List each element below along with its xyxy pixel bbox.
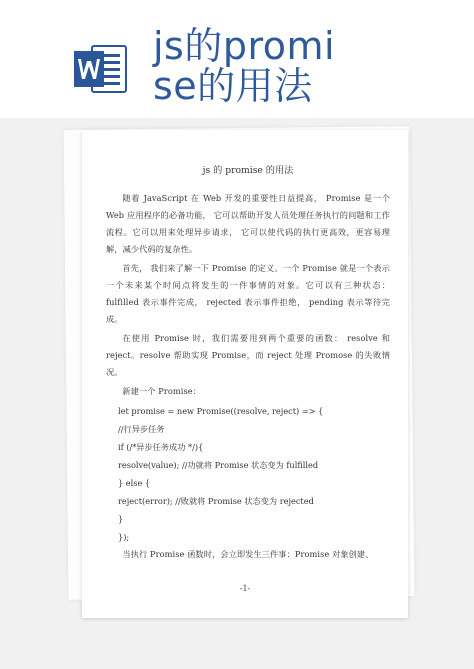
code-line: resolve(value); //功就将 Promise 状态变为 fulfilled — [118, 460, 319, 470]
code-line: } — [118, 514, 124, 524]
paragraph: 首先， 我们来了解一下 Promise 的定义。一个 Promise 就是一个表示一个未来某个时间点将发生的一件事情的对象。它可以有三种状态： fulfilled 表示事件完成， rejected 表示事件拒绝， pending 表示等待完成。 — [106, 263, 390, 324]
code-line: } else { — [118, 478, 151, 488]
page-content — [106, 150, 390, 565]
document-title-line-1: js的promi — [153, 24, 336, 68]
code-line: //行异步任务 — [118, 424, 165, 434]
paragraph: 随着 JavaScript 在 Web 开发的重要性日益提高， Promise 是一个 Web 应用程序的必备功能， 它可以帮助开发人员处理任务执行的问题和工作流程。它可以用来处理异步请求， 它可以使代码的执行更高效，更容易理解，减少代码的复杂性。 — [106, 193, 390, 254]
paragraph: 当执行 Promise 函数时，会立即发生三件事：Promise 对象创建、 — [122, 549, 374, 559]
code-line: reject(error); //败就将 Promise 状态变为 rejected — [118, 496, 314, 506]
paragraph: 在使用 Promise 时，我们需要用到两个重要的函数： resolve 和 reject。resolve 帮助实现 Promise，而 reject 处理 Promose 的失败情况。 — [106, 333, 390, 377]
page-number: -1- — [239, 584, 251, 593]
word-icon — [72, 44, 128, 94]
paragraph: 新建一个 Promise： — [122, 386, 202, 396]
page-heading: js 的 promise 的用法 — [202, 165, 294, 176]
document-page — [82, 130, 408, 618]
document-title-line-2: se的用法 — [153, 64, 313, 108]
code-line: if (/*异步任务成功 */){ — [118, 442, 204, 452]
document-title — [153, 26, 453, 106]
code-line: }); — [118, 532, 130, 542]
header — [0, 0, 474, 118]
code-line: let promise = new Promise((resolve, reject) => { — [118, 406, 324, 416]
